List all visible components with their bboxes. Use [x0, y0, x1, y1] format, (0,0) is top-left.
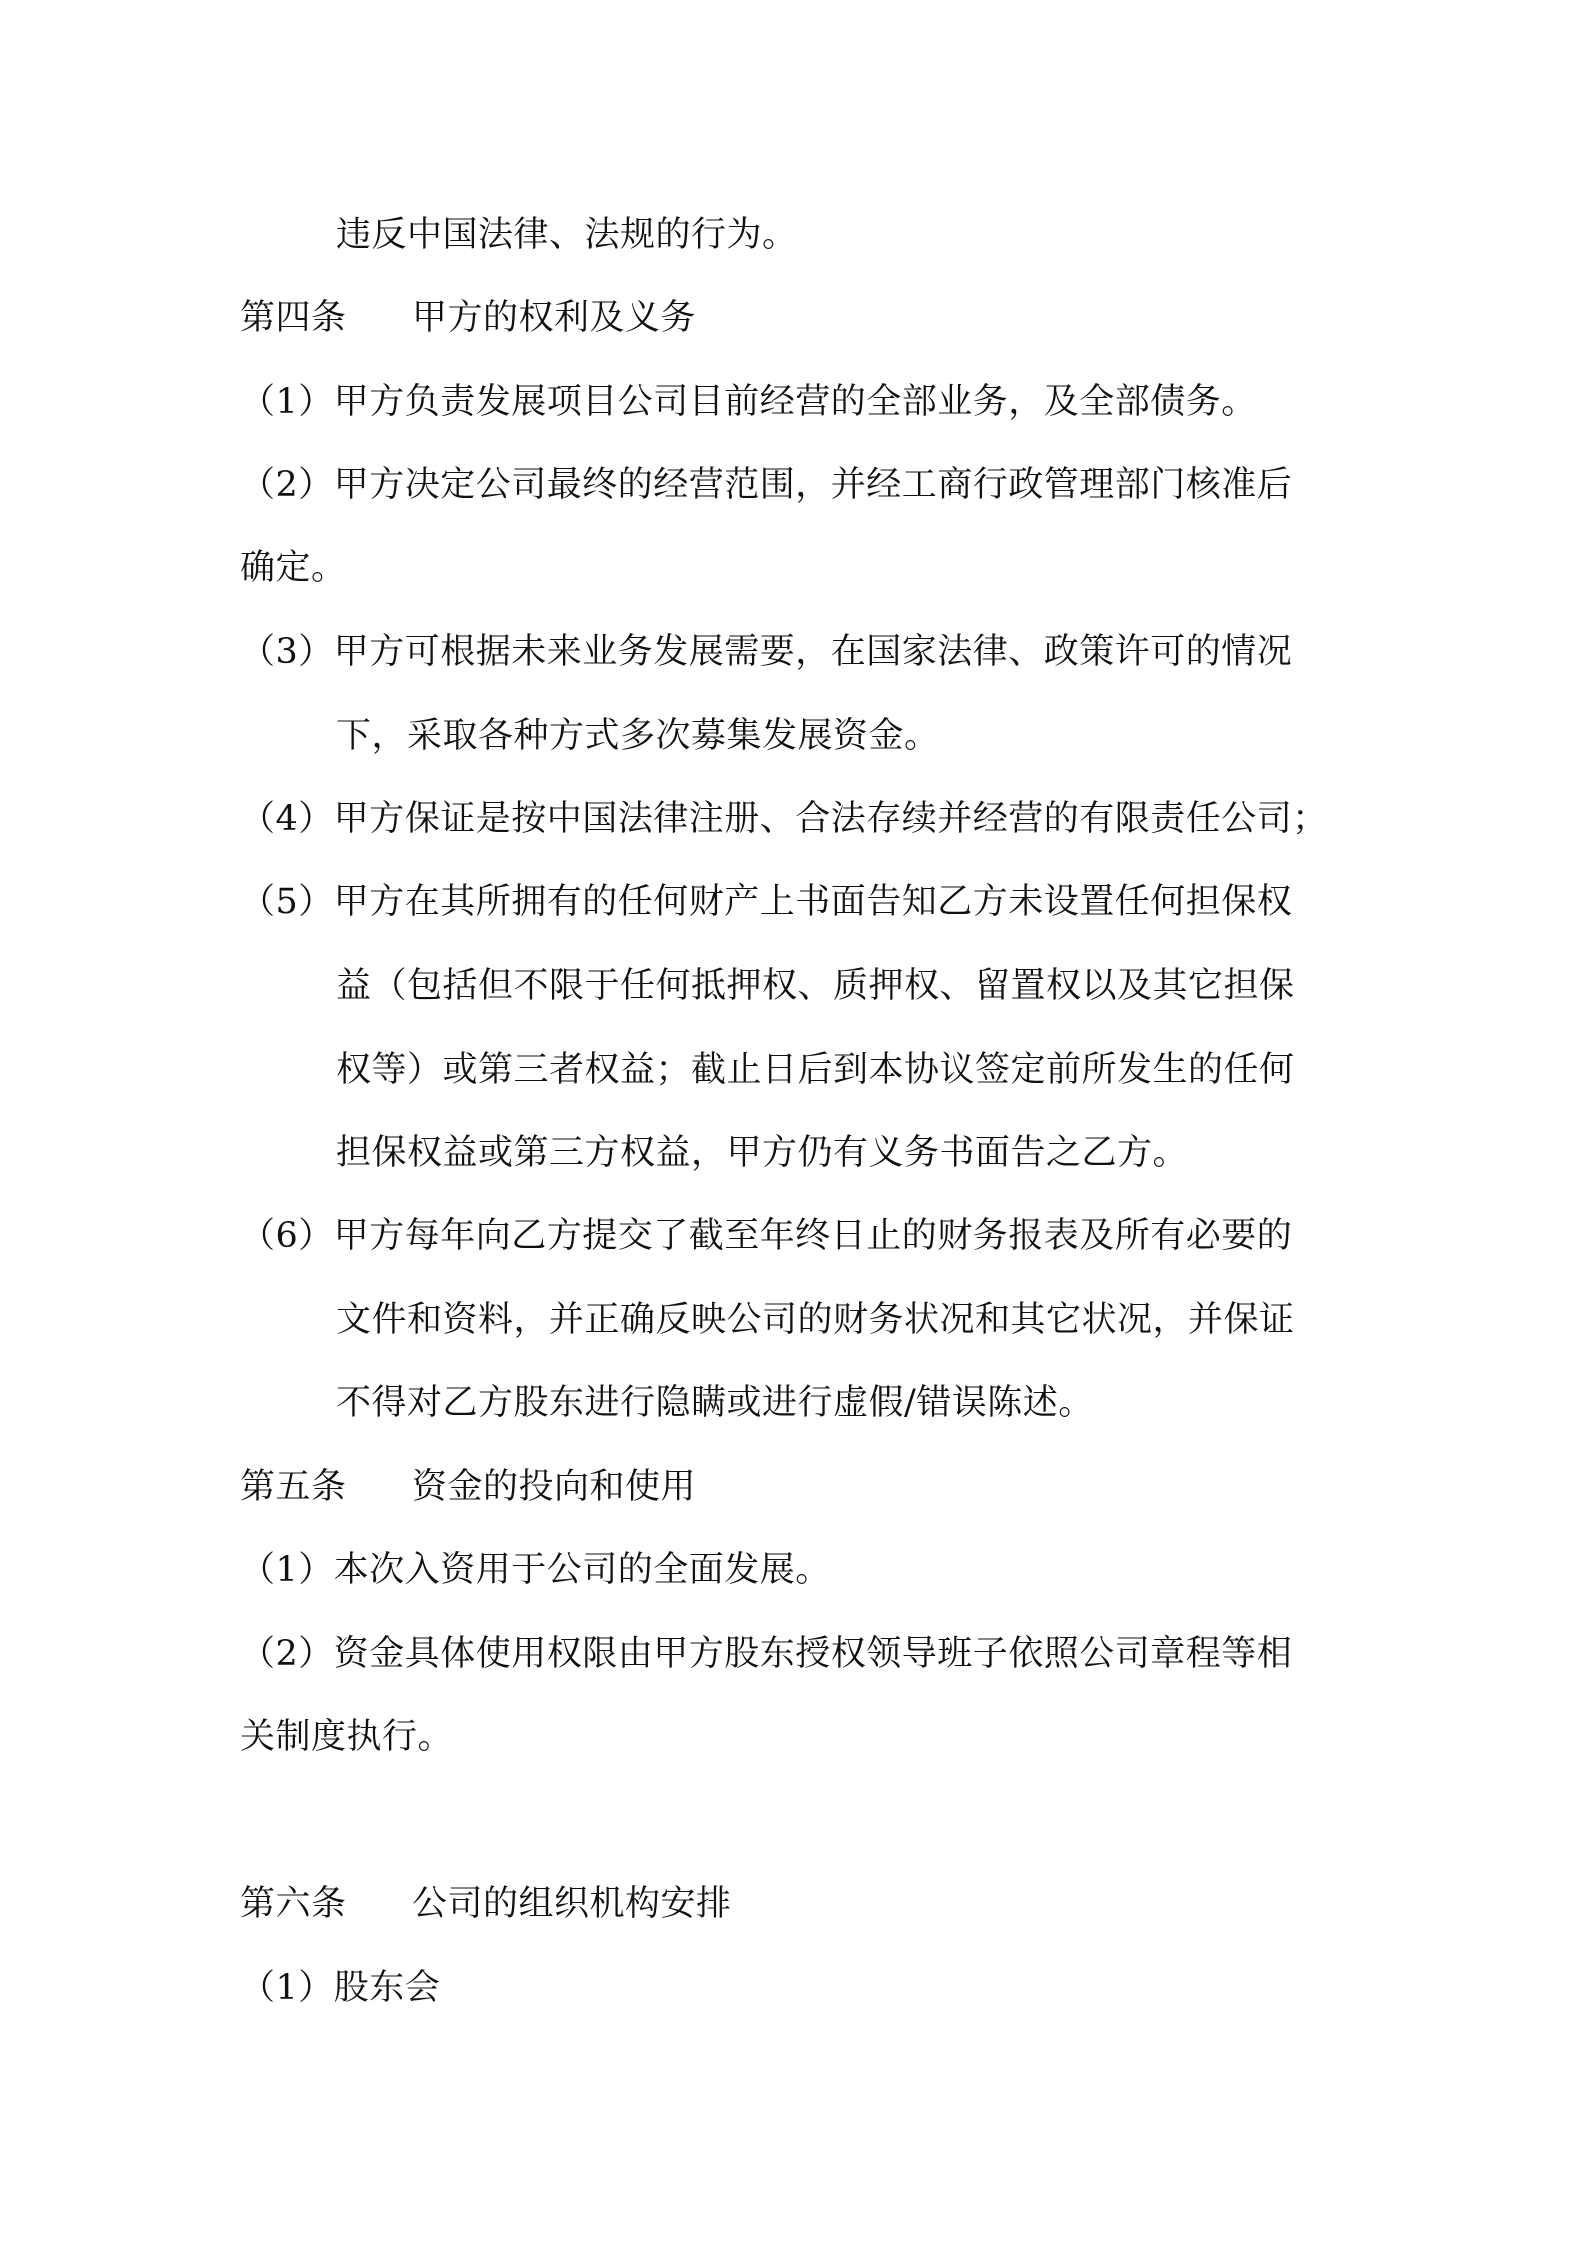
paragraph-line: （1）甲方负责发展项目公司目前经营的全部业务，及全部债务。 — [240, 382, 1257, 422]
article-heading — [240, 1465, 696, 1509]
article-heading — [240, 1882, 732, 1926]
paragraph-line: 文件和资料，并正确反映公司的财务状况和其它状况，并保证 — [336, 1300, 1295, 1340]
paragraph-line: （2）甲方决定公司最终的经营范围，并经工商行政管理部门核准后 — [240, 465, 1293, 505]
paragraph-line: 违反中国法律、法规的行为。 — [336, 215, 798, 255]
paragraph-line: （4）甲方保证是按中国法律注册、合法存续并经营的有限责任公司； — [240, 799, 1328, 839]
article-title: 资金的投向和使用 — [412, 1467, 697, 1507]
paragraph-line: 权等）或第三者权益；截止日后到本协议签定前所发生的任何 — [336, 1050, 1295, 1090]
paragraph-line: （5）甲方在其所拥有的任何财产上书面告知乙方未设置任何担保权 — [240, 882, 1293, 922]
paragraph-line: （1）本次入资用于公司的全面发展。 — [240, 1550, 831, 1590]
paragraph-line: （1）股东会 — [240, 1968, 441, 2008]
article-title: 公司的组织机构安排 — [412, 1884, 732, 1924]
article-number: 第五条 — [240, 1467, 347, 1507]
article-title: 甲方的权利及义务 — [412, 298, 697, 338]
paragraph-line: （2）资金具体使用权限由甲方股东授权领导班子依照公司章程等相 — [240, 1634, 1293, 1674]
article-number: 第六条 — [240, 1884, 347, 1924]
paragraph-line: 担保权益或第三方权益，甲方仍有义务书面告之乙方。 — [336, 1133, 1189, 1173]
paragraph-line: 下，采取各种方式多次募集发展资金。 — [336, 716, 940, 756]
paragraph-line: 不得对乙方股东进行隐瞒或进行虚假/错误陈述。 — [336, 1383, 1094, 1423]
article-number: 第四条 — [240, 298, 347, 338]
paragraph-line: （6）甲方每年向乙方提交了截至年终日止的财务报表及所有必要的 — [240, 1216, 1293, 1256]
paragraph-line: （3）甲方可根据未来业务发展需要，在国家法律、政策许可的情况 — [240, 632, 1293, 672]
paragraph-line: 益（包括但不限于任何抵押权、质押权、留置权以及其它担保 — [336, 966, 1295, 1006]
article-heading — [240, 296, 696, 340]
paragraph-line: 关制度执行。 — [240, 1717, 454, 1757]
paragraph-line: 确定。 — [240, 548, 347, 588]
